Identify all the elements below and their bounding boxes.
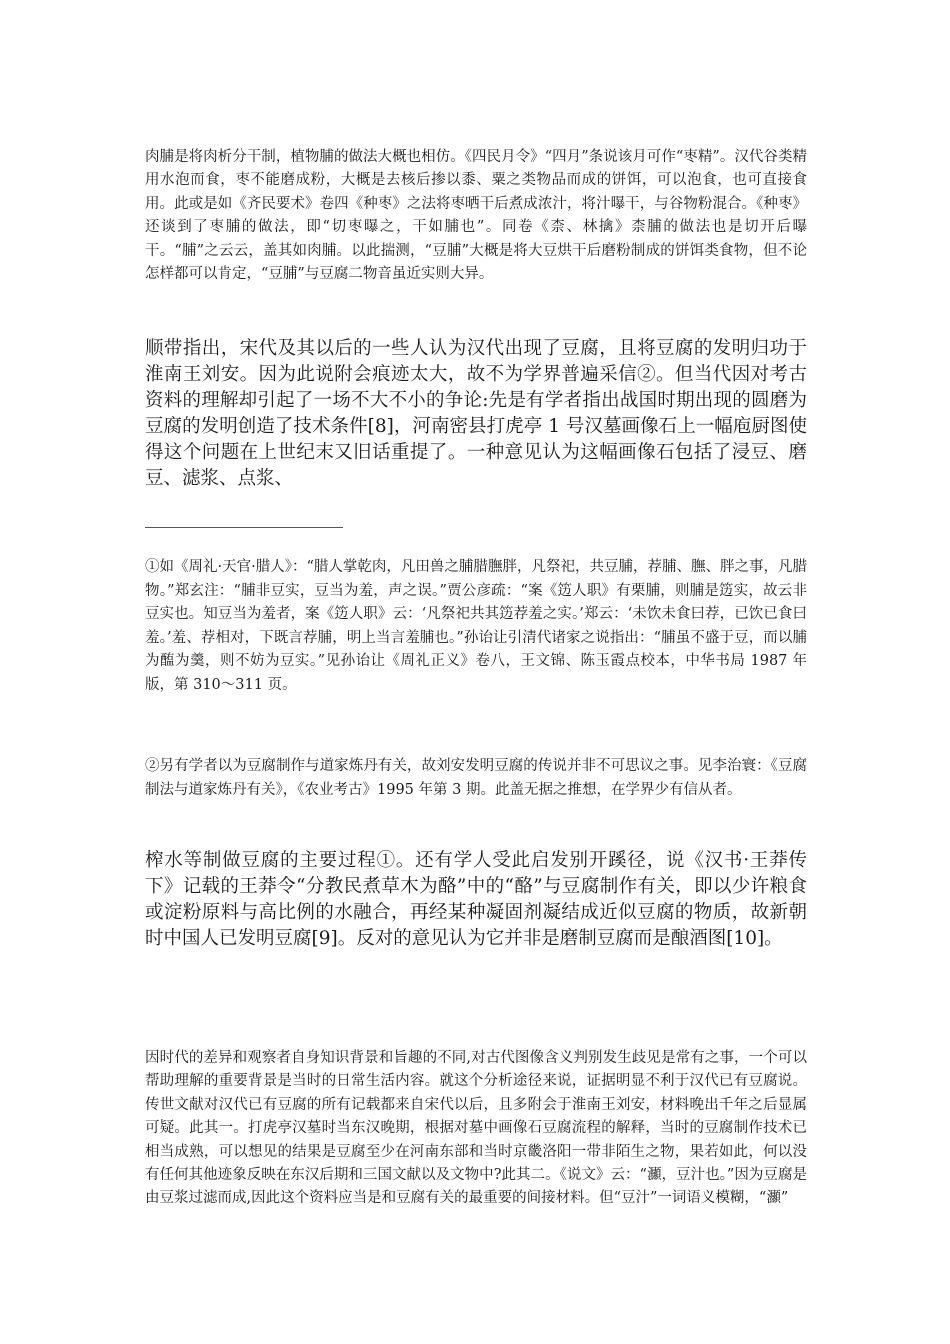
body-paragraph-1: 肉脯是将肉析分干制，植物脯的做法大概也相仿。《四民月令》“四月”条说该月可作“枣精”。汉代谷类精用水泡而食，枣不能磨成粉，大概是去核后掺以黍、粟之类物品而成的饼饵，可以泡食，也可直接食用。此或是如《齐民要术》卷四《种枣》之法将枣晒干后煮成浓汁，将汁曝干，与谷物粉混合。《种枣》还谈到了枣脯的做法，即“切枣曝之，干如脯也”。同卷《柰、林擒》柰脯的做法也是切开后曝干。“脯”之云云，盖其如肉脯。以此揣测，“豆脯”大概是将大豆烘干后磨粉制成的饼饵类食物，但不论怎样都可以肯定，“豆脯”与豆腐二物音虽近实则大异。: [145, 149, 807, 283]
footnote-2: ②另有学者以为豆腐制作与道家炼丹有关，故刘安发明豆腐的传说并非不可思议之事。见李治寰：《豆腐制法与道家炼丹有关》，《农业考古》1995 年第 3 期。此盖无据之推想，在学界少有信从者。: [145, 758, 807, 798]
body-paragraph-3: 榨水等制做豆腐的主要过程①。还有学人受此启发别开蹊径，说《汉书·王莽传下》记载的王莽令“分教民煮草木为酪”中的“酪”与豆腐制作有关，即以少许粮食或淀粉原料与高比例的水融合，再经某种凝固剂凝结成近似豆腐的物质，故新朝时中国人已发明豆腐[9]。反对的意见认为它并非是磨制豆腐而是酿酒图[10]。: [145, 850, 807, 949]
footnote-1: ①如《周礼·天官·腊人》：“腊人掌乾肉，凡田兽之脯腊膴胖，凡祭祀，共豆脯，荐脯、膴、胖之事，凡腊物。”郑玄注：“脯非豆实，豆当为羞，声之误。”贾公彦疏：“案《笾人职》有栗脯，则脯是笾实，故云非豆实也。知豆当为羞者，案《笾人职》云：‘凡祭祀共其笾荐羞之实。’郑云：‘未饮未食曰荐，已饮已食曰羞。’羞、荐相对，下既言荐脯，明上当言羞脯也。”孙诒让引清代诸家之说指出：“脯虽不盛于豆，而以脯为醢为羹，则不妨为豆实。”见孙诒让《周礼正义》卷八，王文锦、陈玉霞点校本，中华书局 1987 年版，第 310～311 页。: [145, 559, 807, 693]
body-paragraph-2: 顺带指出，宋代及其以后的一些人认为汉代出现了豆腐，且将豆腐的发明归功于淮南王刘安。因为此说附会痕迹太大，故不为学界普遍采信②。但当代因对考古资料的理解却引起了一场不大不小的争论:先是有学者指出战国时期出现的圆磨为豆腐的发明创造了技术条件[8]，河南密县打虎亭 1 号汉墓画像石上一幅庖厨图使得这个问题在上世纪末又旧话重提了。一种意见认为这幅画像石包括了浸豆、磨豆、滤浆、点浆、: [145, 338, 807, 489]
footnote-separator: [145, 527, 343, 528]
body-paragraph-4: 因时代的差异和观察者自身知识背景和旨趣的不同,对古代图像含义判别发生歧见是常有之事，一个可以帮助理解的重要背景是当时的日常生活内容。就这个分析途径来说，证据明显不利于汉代已有豆腐说。传世文献对汉代已有豆腐的所有记载都来自宋代以后，且多附会于淮南王刘安，材料晚出千年之后显属可疑。此其一。打虎亭汉墓时当东汉晚期，根据对墓中画像石豆腐流程的解释，当时的豆腐制作技术已相当成熟，可以想见的结果是豆腐至少在河南东部和当时京畿洛阳一带非陌生之物，果若如此，何以没有任何其他迹象反映在东汉后期和三国文献以及文物中?此其二。《说文》云：“灦，豆汁也。”因为豆腐是由豆浆过滤而成,因此这个资料应当是和豆腐有关的最重要的间接材料。但“豆汁”一词语义模糊，“灦”: [145, 1050, 807, 1207]
